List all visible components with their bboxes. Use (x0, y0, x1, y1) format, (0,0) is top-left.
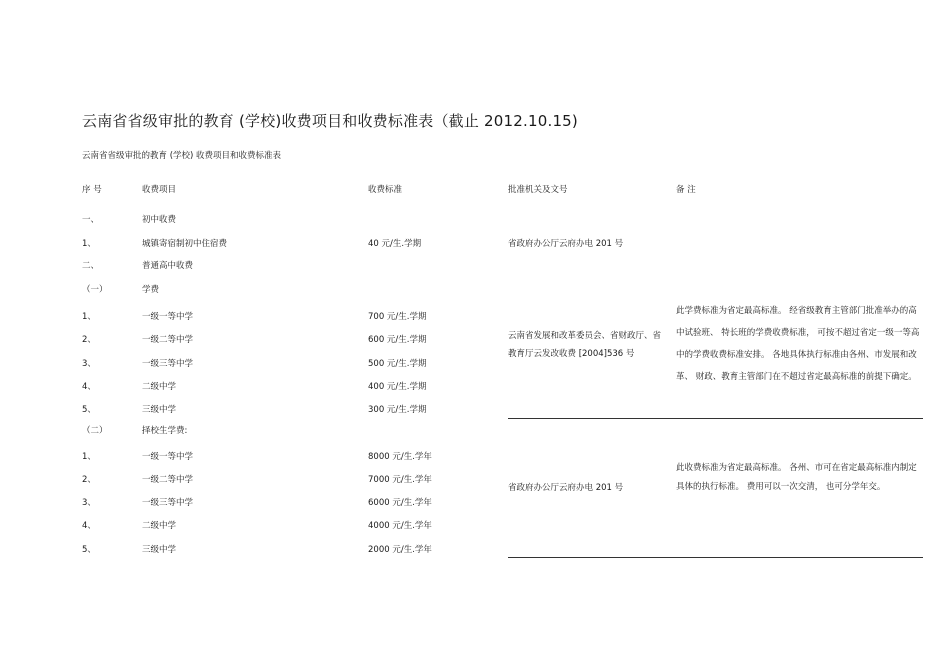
header-standard: 收费标准 (368, 185, 403, 195)
header-authority: 批准机关及文号 (508, 185, 568, 195)
header-seq: 序 号 (82, 185, 102, 195)
row-item: 三级中学 (142, 405, 177, 415)
row-standard: 700 元/生.学期 (368, 312, 427, 322)
row-standard: 40 元/生.学期 (368, 239, 422, 249)
subsection-name: 学费 (142, 285, 160, 295)
remarks-note: 此收费标准为省定最高标准。 各州、市可在省定最高标准内制定具体的执行标准。 费用可以一次交清， 也可分学年交。 (676, 463, 917, 492)
section-name: 普通高中收费 (142, 261, 194, 271)
subsection-seq: （一） (82, 285, 108, 295)
row-seq: 1、 (82, 452, 96, 462)
row-authority: 省政府办公厅云府办电 201 号 (508, 239, 624, 249)
divider (508, 418, 923, 419)
section-seq: 一、 (82, 215, 100, 225)
row-seq: 4、 (82, 382, 96, 392)
row-seq: 5、 (82, 545, 96, 555)
row-seq: 3、 (82, 498, 96, 508)
row-item: 一级三等中学 (142, 498, 194, 508)
row-standard: 400 元/生.学期 (368, 382, 427, 392)
page-title: 云南省省级审批的教育 (学校)收费项目和收费标准表（截止 2012.10.15) (82, 112, 578, 130)
row-seq: 5、 (82, 405, 96, 415)
row-standard: 6000 元/生.学年 (368, 498, 432, 508)
row-seq: 1、 (82, 239, 96, 249)
row-item: 三级中学 (142, 545, 177, 555)
subsection-name: 择校生学费: (142, 426, 188, 436)
remarks-note: 此学费标准为省定最高标准。 经省级教育主管部门批准举办的高中试验班、 特长班的学费收费标准， 可按不超过省定一级一等高中的学费收费标准安排。 各地具体执行标准由各州、市发展和改革、 财政、教育主管部门在不超过省定最高标准的前提下确定。 (676, 306, 920, 382)
row-standard: 7000 元/生.学年 (368, 475, 432, 485)
divider (508, 557, 923, 558)
page-subtitle: 云南省省级审批的教育 (学校) 收费项目和收费标准表 (82, 151, 282, 161)
row-standard: 8000 元/生.学年 (368, 452, 432, 462)
row-item: 一级一等中学 (142, 452, 194, 462)
row-seq: 2、 (82, 475, 96, 485)
row-item: 二级中学 (142, 521, 177, 531)
row-seq: 1、 (82, 312, 96, 322)
row-standard: 500 元/生.学期 (368, 359, 427, 369)
row-item: 二级中学 (142, 382, 177, 392)
row-standard: 300 元/生.学期 (368, 405, 427, 415)
row-seq: 2、 (82, 335, 96, 345)
approval-document: 省政府办公厅云府办电 201 号 (508, 483, 624, 493)
approval-document: 云南省发展和改革委员会、省财政厅、省教育厅云发改收费 [2004]536 号 (508, 331, 662, 359)
row-standard: 600 元/生.学期 (368, 335, 427, 345)
row-item: 一级二等中学 (142, 335, 194, 345)
row-item: 城镇寄宿制初中住宿费 (142, 239, 228, 249)
section-seq: 二、 (82, 261, 100, 271)
row-item: 一级三等中学 (142, 359, 194, 369)
row-item: 一级一等中学 (142, 312, 194, 322)
row-item: 一级二等中学 (142, 475, 194, 485)
row-seq: 3、 (82, 359, 96, 369)
subsection-seq: （二） (82, 426, 108, 436)
row-standard: 2000 元/生.学年 (368, 545, 432, 555)
section-name: 初中收费 (142, 215, 177, 225)
header-item: 收费项目 (142, 185, 177, 195)
header-remarks: 备 注 (676, 185, 696, 195)
row-seq: 4、 (82, 521, 96, 531)
row-standard: 4000 元/生.学年 (368, 521, 432, 531)
